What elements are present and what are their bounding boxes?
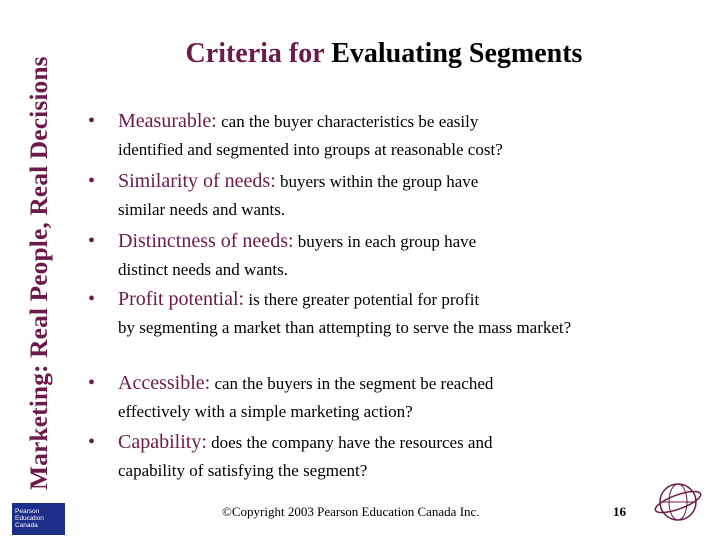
bullet-dot-icon: •	[88, 431, 96, 453]
bullet-term: Profit potential:	[118, 288, 245, 310]
bullet-dot-icon: •	[88, 372, 96, 394]
page-number: 16	[613, 504, 626, 519]
side-title: Marketing: Real People, Real Decisions	[24, 56, 53, 490]
bullet-term: Capability:	[118, 431, 207, 453]
bullet-continuation: similar needs and wants.	[118, 200, 286, 219]
bullet-term: Measurable:	[118, 110, 217, 132]
footer	[0, 500, 720, 540]
web-links-icon[interactable]	[652, 478, 704, 526]
bullet-term: Similarity of needs:	[118, 170, 276, 192]
bullet-continuation: by segmenting a market than attempting to serve the mass market?	[118, 318, 572, 337]
title-part-1: Criteria for	[185, 38, 332, 69]
bullet-dot-icon: •	[88, 110, 96, 132]
bullet-item	[88, 168, 588, 228]
bullet-text: does the company have the resources and	[206, 433, 493, 452]
bullet-term: Accessible:	[118, 372, 211, 394]
bullet-text: buyers within the group have	[275, 172, 479, 191]
bullet-continuation: capability of satisfying the segment?	[118, 461, 368, 480]
bullet-item	[88, 228, 588, 286]
bullet-continuation: effectively with a simple marketing action?	[118, 402, 413, 421]
bullet-continuation: distinct needs and wants.	[118, 260, 288, 279]
bullet-item	[88, 108, 588, 168]
bullet-dot-icon: •	[88, 230, 96, 252]
bullet-item	[88, 370, 588, 429]
bullet-item	[88, 286, 588, 370]
bullet-dot-icon: •	[88, 288, 96, 310]
bullet-text: can the buyer characteristics be easily	[216, 112, 479, 131]
bullet-text: buyers in each group have	[293, 232, 477, 251]
bullet-item	[88, 429, 588, 482]
title-part-2: Evaluating Segments	[331, 38, 583, 69]
bullet-text: can the buyers in the segment be reached	[210, 374, 494, 393]
page-title	[110, 38, 658, 70]
bullet-list	[88, 108, 588, 482]
copyright-text: ©Copyright 2003 Pearson Education Canada Inc.	[222, 504, 480, 519]
bullet-term: Distinctness of needs:	[118, 230, 294, 252]
bullet-text: is there greater potential for profit	[244, 290, 480, 309]
pearson-logo: Pearson Education Canada	[12, 503, 65, 535]
bullet-dot-icon: •	[88, 170, 96, 192]
bullet-continuation: identified and segmented into groups at reasonable cost?	[118, 140, 503, 159]
